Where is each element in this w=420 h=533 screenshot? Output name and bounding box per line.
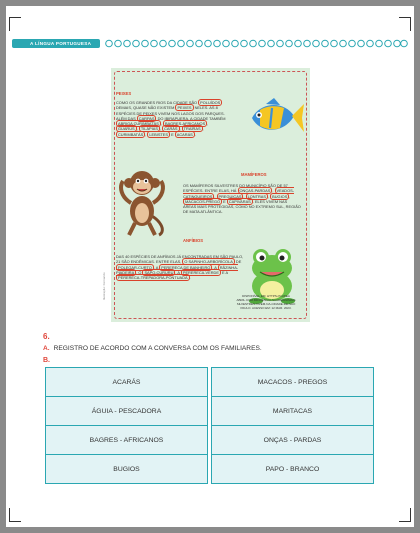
section-title-anfibios: ANFÍBIOS [183, 238, 204, 243]
section-tab [12, 39, 100, 48]
highlighted-term: PERERECA DE BANHEIRO [161, 264, 211, 270]
crop-mark [399, 521, 411, 522]
paragraph-text: , [207, 121, 209, 127]
highlighted-term: CURIMBATÁS [118, 131, 144, 137]
answer-cell: MACACOS - PREGOS [211, 367, 374, 397]
paragraph-text: E [170, 131, 175, 137]
reading-panel [111, 68, 310, 322]
highlighted-term: PERERECA-VERDE [182, 269, 219, 275]
crop-mark [410, 17, 411, 31]
paragraph-text: DO IBIRAPUERA, A CIDADE TAMBÉM [156, 115, 226, 121]
highlighted-term: TILÁPIAS [140, 126, 158, 132]
paragraph-mamiferos [183, 183, 301, 215]
item-a-text: REGISTRO DE ACORDO COM A CONVERSA COM OS FAMILIARES. [53, 345, 262, 352]
paragraph-text: , [272, 188, 275, 194]
answer-cell: ACARÁS [45, 367, 208, 397]
paragraph-text: , [289, 193, 291, 199]
highlighted-term: CAPIVARAS [228, 198, 251, 204]
paragraph-peixes [116, 100, 228, 137]
highlighted-term: ABRIGA CURIMBATÁS [118, 121, 159, 127]
paragraph-text: , [136, 126, 139, 132]
answer-cell: MARITACAS [211, 396, 374, 426]
paragraph-text: DEMAIS, QUASE NÃO EXISTEM [116, 105, 176, 111]
highlighted-term: LONTRAS [247, 193, 266, 199]
highlighted-term: POLUÍDOS [200, 100, 221, 105]
highlighted-term: MACACOS-PREGO [185, 198, 221, 204]
paragraph-text: , [214, 193, 217, 199]
paragraph-text: , [159, 126, 163, 132]
paragraph-text: E [222, 198, 227, 204]
highlighted-term: PREGUIÇAS [218, 193, 242, 199]
paragraph-anfibios [116, 254, 246, 280]
header-chain-decoration [104, 39, 408, 48]
crop-mark [399, 17, 411, 18]
answer-cell: BAGRES - AFRICANOS [45, 425, 208, 455]
highlighted-term: O SAPINHO-ARBORÍCOLA [184, 259, 233, 265]
highlighted-term: TRAÍRAS [183, 126, 201, 132]
crop-mark [9, 521, 21, 522]
section-title-mamiferos: MAMÍFEROS [241, 172, 267, 177]
paragraph-text: , [267, 193, 271, 199]
paragraph-text: OS MAMÍFEROS SILVESTRES DO MUNICÍPIO SÃO DE 57 ESPÉCIES. ENTRE ELAS, HÁ [183, 183, 288, 194]
highlighted-term: SAPO-CURURU [144, 269, 174, 275]
answers-table [45, 367, 374, 483]
question-item-a [43, 345, 262, 352]
question-item-b-letter: B. [43, 357, 50, 364]
highlighted-term: CARPAS [138, 115, 155, 121]
paragraph-text: NELES. AS 8 ESPÉCIES DE PEIXES VIVEM NOS LAGOS DOS PARQUES. ALÉM DAS [116, 105, 225, 121]
paragraph-text: . [194, 131, 196, 137]
fish-illustration [246, 98, 306, 138]
highlighted-term: RÃZINHA-PIADEIRA [116, 264, 239, 275]
highlighted-term: CARÁS [164, 126, 178, 132]
answer-cell: BUGIOS [45, 454, 208, 484]
answer-cell: PAPO - BRANCO [211, 454, 374, 484]
source-credit: DISPONÍVEL EM: HTTPS://GUPEA ABRIL.COM.BR/CIENCIA-SAUDE/ANIMAIS SILVESTRES-VIVEM-NA-CIDADE-DE-SÃO PAULO. ACESSO EM: 12 MAR. 2023. [236, 294, 296, 310]
paragraph-text: , [160, 121, 163, 127]
illustration-credit: Ilustração: Fernando [102, 272, 106, 300]
paragraph-text: , [179, 126, 182, 132]
crop-mark [9, 508, 10, 522]
paragraph-text: DE [234, 259, 242, 265]
paragraph-text: COMO OS GRANDES RIOS DA CIDADE SÃO [116, 100, 199, 105]
answer-cell: ÁGUIA - PESCADORA [45, 396, 208, 426]
highlighted-term: ONÇAS-PARDAS [239, 188, 271, 194]
highlighted-term: PERERECA-TREPADORA-PONTUADA [118, 275, 188, 281]
highlighted-term: GUARUS [118, 126, 135, 132]
paragraph-text: . ELES VIVEM NAS ÁREAS MAIS PROTEGIDAS, COMO NO EXTREMO SUL, REGIÃO DE MATA ATLÂNTICA. [183, 198, 301, 215]
answer-cell: ONÇAS - PARDAS [211, 425, 374, 455]
paragraph-text: , [145, 131, 148, 137]
highlighted-term: BUGIOS [272, 193, 288, 199]
highlighted-term: VEADOS-CATINGUEIROS [183, 188, 295, 199]
crop-mark [9, 17, 21, 18]
highlighted-term: PEIXES [177, 105, 192, 111]
paragraph-text: , A [175, 269, 181, 275]
section-title-peixes: PEIXES [116, 91, 132, 96]
item-a-letter: A. [43, 345, 50, 352]
question-number: 6. [43, 332, 50, 341]
crop-mark [410, 508, 411, 522]
paragraph-text: . [189, 275, 191, 281]
crop-mark [9, 17, 10, 31]
section-label: A LÍNGUA PORTUGUESA [30, 41, 92, 46]
paragraph-text: , [202, 126, 204, 132]
highlighted-term: BAGRES-AFRICANOS [164, 121, 206, 127]
paragraph-text: , [243, 193, 246, 199]
highlighted-term: POLEGAR-CURTO [118, 264, 152, 270]
paragraph-text: E A [220, 269, 228, 275]
paragraph-text: , A [153, 264, 160, 270]
highlighted-term: LEBISTES [149, 131, 168, 137]
monkey-illustration [115, 163, 170, 238]
paragraph-text: , A [212, 264, 218, 270]
paragraph-text: DAS 40 ESPÉCIES DE ANFÍBIOS JÁ ENCONTRADAS EM SÃO PAULO, 21 SÃO ENDÊMICAS. ENTRE ELAS, [116, 254, 244, 265]
highlighted-term: ACARÁS [176, 131, 193, 137]
paragraph-text: , O [136, 269, 143, 275]
